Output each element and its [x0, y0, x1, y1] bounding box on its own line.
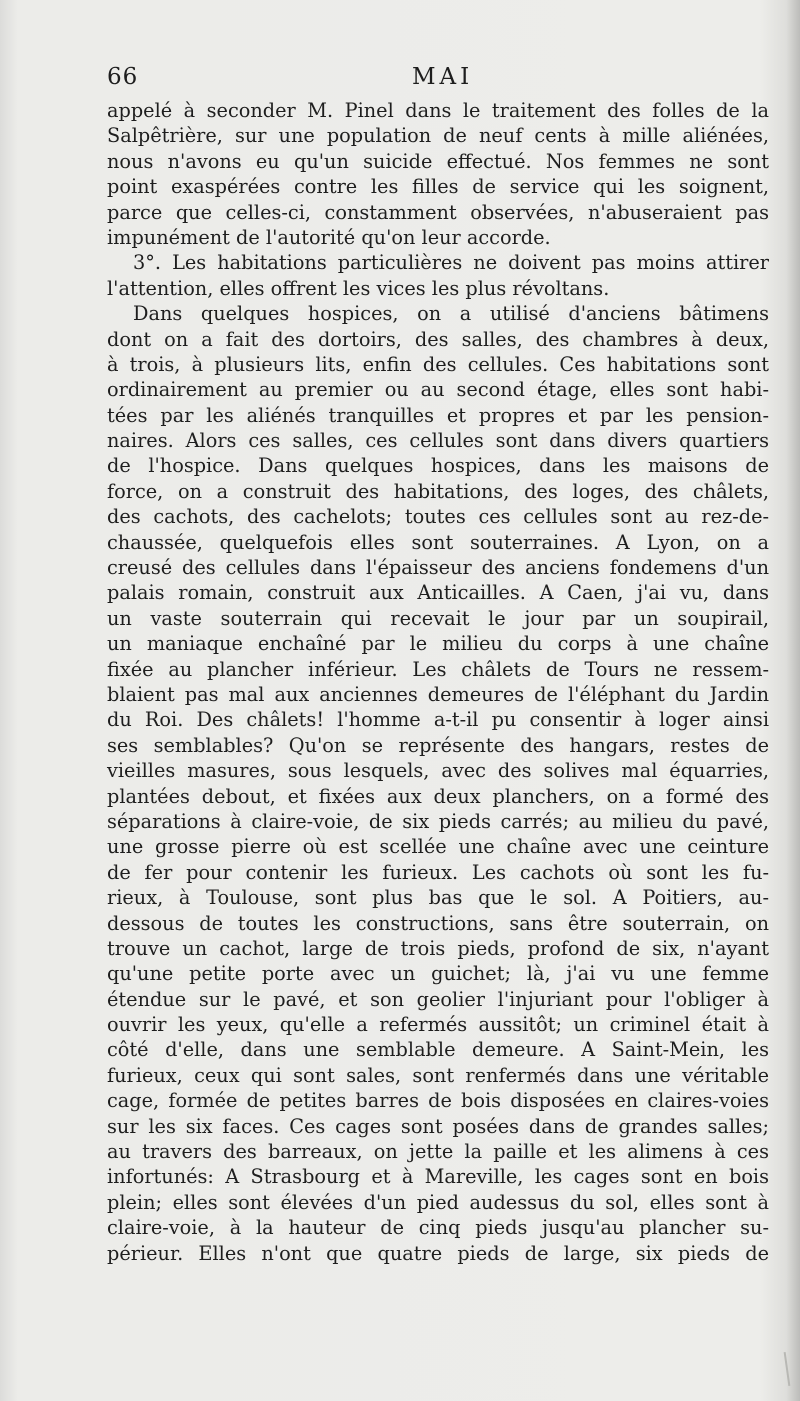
text-line: tées par les aliénés tranquilles et propres et par les pension-: [107, 403, 769, 427]
running-title: MAI: [412, 64, 474, 90]
text-line: point exaspérées contre les filles de service qui les soignent,: [107, 175, 769, 199]
text-line: ordinairement au premier ou au second étage, elles sont habi-: [107, 378, 769, 402]
text-line: ses semblables? Qu'on se représente des hangars, restes de: [107, 733, 769, 757]
text-line: sur les six faces. Ces cages sont posées dans de grandes salles;: [107, 1114, 769, 1138]
text-line: cage, formée de petites barres de bois disposées en claires-voies: [107, 1089, 769, 1113]
text-line: au travers des barreaux, on jette la paille et les alimens à ces: [107, 1140, 769, 1164]
text-line: blaient pas mal aux anciennes demeures de l'éléphant du Jardin: [107, 682, 769, 706]
text-line: plein; elles sont élevées d'un pied audessus du sol, elles sont à: [107, 1190, 769, 1214]
body-text: [107, 98, 769, 1266]
text-line: du Roi. Des châlets! l'homme a-t-il pu consentir à loger ainsi: [107, 708, 769, 732]
text-line: étendue sur le pavé, et son geolier l'injuriant pour l'obliger à: [107, 987, 769, 1011]
text-line: appelé à seconder M. Pinel dans le traitement des folles de la: [107, 99, 769, 122]
text-line: un maniaque enchaîné par le milieu du corps à une chaîne: [107, 632, 769, 656]
page-header: [107, 64, 767, 98]
text-line: l'attention, elles offrent les vices les plus révoltans.: [107, 276, 610, 300]
text-line: infortunés: A Strasbourg et à Mareville, les cages sont en bois: [107, 1165, 769, 1189]
text-line: furieux, ceux qui sont sales, sont renfermés dans une véritable: [107, 1063, 769, 1087]
text-line: parce que celles-ci, constamment observées, n'abuseraient pas: [107, 200, 769, 224]
text-line: dont on a fait des dortoirs, des salles, des chambres à deux,: [107, 327, 769, 351]
text-line: creusé des cellules dans l'épaisseur des anciens fondemens d'un: [107, 556, 769, 580]
text-line: fixée au plancher inférieur. Les châlets de Tours ne ressem-: [107, 657, 769, 681]
page-number: 66: [107, 64, 139, 90]
text-line: trouve un cachot, large de trois pieds, profond de six, n'ayant: [107, 936, 769, 960]
text-line: chaussée, quelquefois elles sont souterraines. A Lyon, on a: [107, 530, 769, 554]
text-line: force, on a construit des habitations, des loges, des châlets,: [107, 479, 769, 503]
text-line: vieilles masures, sous lesquels, avec des solives mal équarries,: [107, 759, 769, 783]
text-line: périeur. Elles n'ont que quatre pieds de large, six pieds de: [107, 1241, 769, 1265]
text-line: 3°. Les habitations particulières ne doivent pas moins attirer: [133, 251, 769, 275]
text-line: rieux, à Toulouse, sont plus bas que le sol. A Poitiers, au-: [107, 886, 769, 910]
text-line: claire-voie, à la hauteur de cinq pieds jusqu'au plancher su-: [107, 1216, 769, 1240]
text-line: côté d'elle, dans une semblable demeure. A Saint-Mein, les: [107, 1038, 769, 1062]
text-line: qu'une petite porte avec un guichet; là, j'ai vu une femme: [107, 962, 769, 986]
text-line: dessous de toutes les constructions, sans être souterrain, on: [107, 911, 769, 935]
text-line: impunément de l'autorité qu'on leur accorde.: [107, 225, 551, 249]
text-line: à trois, à plusieurs lits, enfin des cellules. Ces habitations sont: [107, 352, 769, 376]
text-line: plantées debout, et fixées aux deux planchers, on a formé des: [107, 784, 769, 808]
text-line: Salpêtrière, sur une population de neuf cents à mille aliénées,: [107, 124, 769, 148]
text-line: de fer pour contenir les furieux. Les cachots où sont les fu-: [107, 860, 769, 884]
text-line: ouvrir les yeux, qu'elle a refermés aussitôt; un criminel était à: [107, 1013, 769, 1037]
text-line: de l'hospice. Dans quelques hospices, dans les maisons de: [107, 454, 769, 478]
text-line: des cachots, des cachelots; toutes ces cellules sont au rez-de-: [107, 505, 769, 529]
text-line: palais romain, construit aux Anticailles. A Caen, j'ai vu, dans: [107, 581, 769, 605]
text-line: séparations à claire-voie, de six pieds carrés; au milieu du pavé,: [107, 809, 769, 833]
text-line: Dans quelques hospices, on a utilisé d'anciens bâtimens: [133, 302, 769, 326]
text-line: une grosse pierre où est scellée une chaîne avec une ceinture: [107, 835, 769, 859]
text-line: naires. Alors ces salles, ces cellules sont dans divers quartiers: [107, 429, 769, 453]
text-line: nous n'avons eu qu'un suicide effectué. Nos femmes ne sont: [107, 149, 769, 173]
text-line: un vaste souterrain qui recevait le jour par un soupirail,: [107, 606, 769, 630]
page-edge-shadow: [786, 0, 800, 1401]
